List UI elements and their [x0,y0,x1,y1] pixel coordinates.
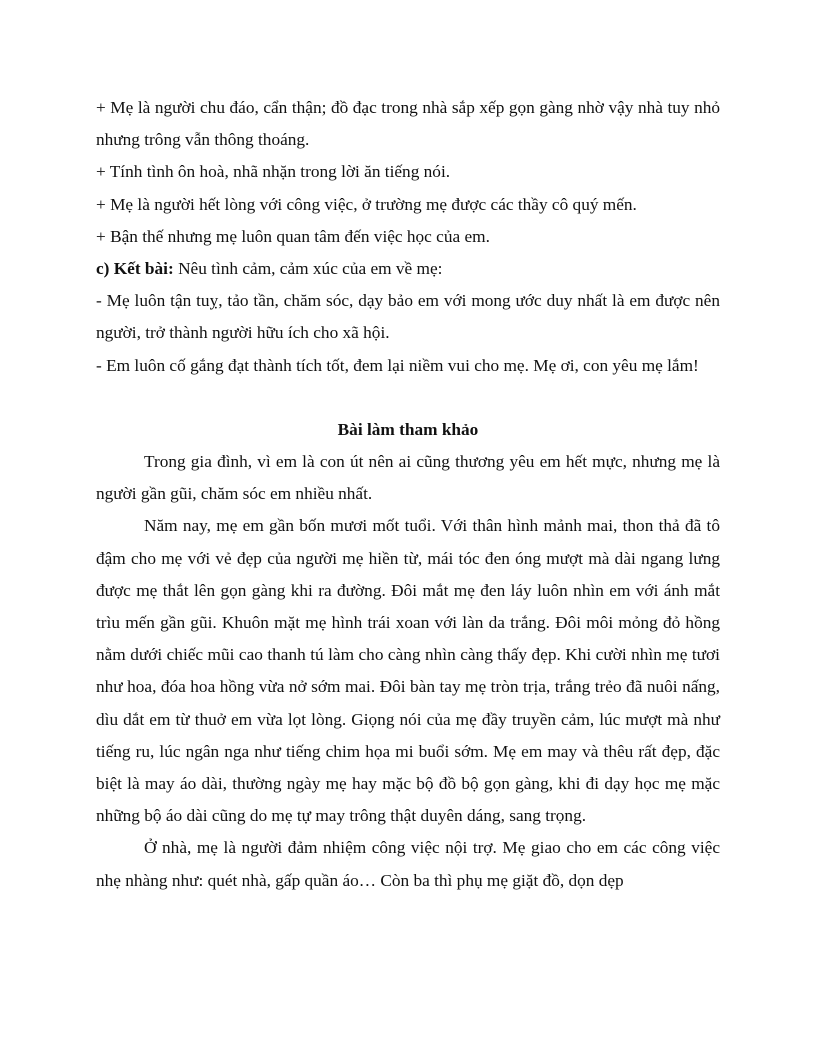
conclusion-point: - Em luôn cố gắng đạt thành tích tốt, đem lại niềm vui cho mẹ. Mẹ ơi, con yêu mẹ lắm! [96,355,699,375]
conclusion-point: - Mẹ luôn tận tuỵ, tảo tần, chăm sóc, dạy bảo em với mong ước duy nhất là em được nên người, trở thành người hữu ích cho xã hội. [96,291,720,343]
outline-bullet: + Mẹ là người chu đáo, cẩn thận; đồ đạc trong nhà sắp xếp gọn gàng nhờ vậy nhà tuy nhỏ nhưng trông vẫn thông thoáng. [96,98,720,150]
essay-paragraph: Năm nay, mẹ em gần bốn mươi mốt tuổi. Với thân hình mảnh mai, thon thả đã tô đậm cho mẹ với vẻ đẹp của người mẹ hiền từ, mái tóc đen óng mượt mà dài ngang lưng được mẹ thắt lên gọn gàng khi ra đường. Đôi mắt mẹ đen láy luôn nhìn em với ánh mắt trìu mến gần gũi. Khuôn mặt mẹ hình trái xoan với làn da trắng. Đôi môi mỏng đỏ hồng nằm dưới chiếc mũi cao thanh tú làm cho càng nhìn càng thấy đẹp. Khi cười nhìn mẹ tươi như hoa, đóa hoa hồng vừa nở sớm mai. Đôi bàn tay mẹ tròn trịa, trắng trẻo đã nuôi nấng, dìu dắt em từ thuở em vừa lọt lòng. Giọng nói của mẹ đầy truyền cảm, lúc mượt mà như tiếng ru, lúc ngân nga như tiếng chim họa mi buổi sớm. Mẹ em may và thêu rất đẹp, đặc biệt là may áo dài, thường ngày mẹ hay mặc bộ đồ bộ gọn gàng, khi đi dạy học mẹ mặc những bộ áo dài cũng do mẹ tự may trông thật duyên dáng, sang trọng. [96,516,720,826]
conclusion-label: c) Kết bài: [96,259,174,279]
conclusion-heading [96,253,720,285]
essay-paragraph: Trong gia đình, vì em là con út nên ai cũng thương yêu em hết mực, nhưng mẹ là người gần gũi, chăm sóc em nhiều nhất. [96,452,720,504]
essay-title: Bài làm tham khảo [337,419,479,439]
conclusion-text: Nêu tình cảm, cảm xúc của em về mẹ: [173,259,443,279]
document-body [96,92,720,897]
outline-bullet: + Bận thế nhưng mẹ luôn quan tâm đến việc học của em. [96,226,490,246]
outline-bullet: + Mẹ là người hết lòng với công việc, ở trường mẹ được các thầy cô quý mến. [96,194,637,214]
essay-paragraph: Ở nhà, mẹ là người đảm nhiệm công việc nội trợ. Mẹ giao cho em các công việc nhẹ nhàng như: quét nhà, gấp quần áo… Còn ba thì phụ mẹ giặt đồ, dọn dẹp [96,838,720,890]
outline-bullet: + Tính tình ôn hoà, nhã nhặn trong lời ăn tiếng nói. [96,162,451,182]
